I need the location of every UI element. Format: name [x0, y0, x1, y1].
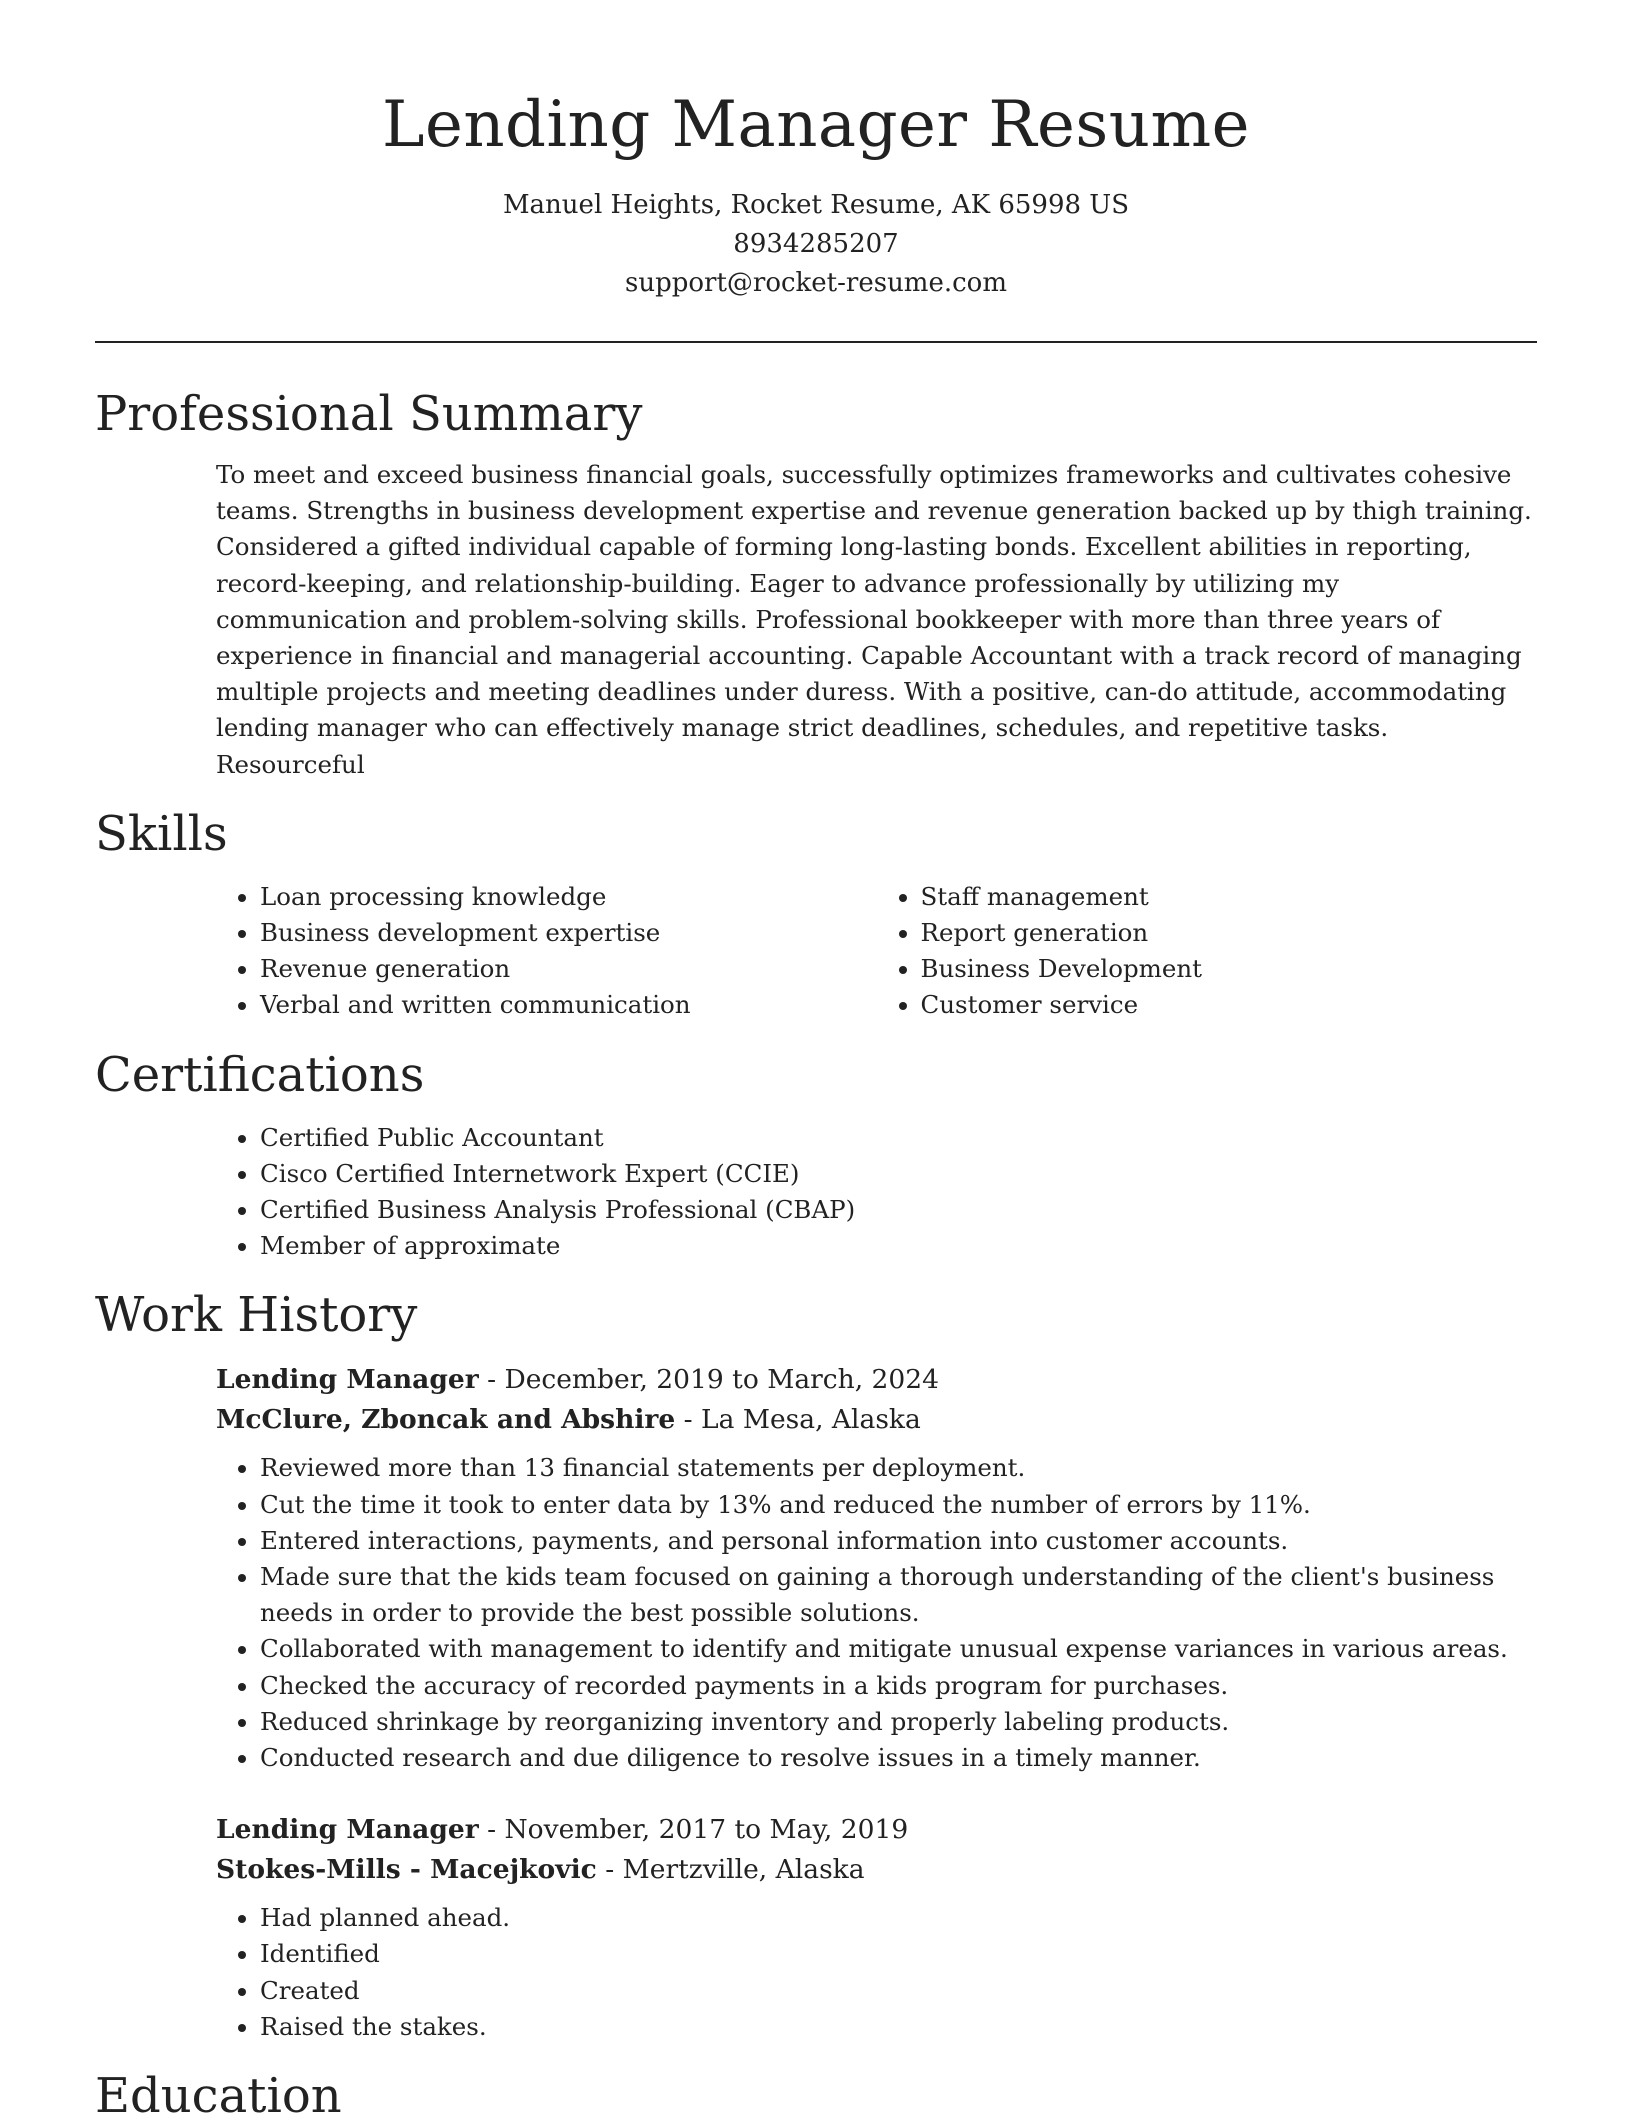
job-title: Lending Manager — [216, 1814, 479, 1846]
job-bullet: • Had planned ahead. — [260, 1900, 1537, 1936]
skill-item: • Business development expertise — [260, 915, 877, 951]
summary-heading: Professional Summary — [95, 386, 643, 442]
contact-info — [0, 186, 1632, 303]
resume-header — [0, 0, 1632, 303]
certification-item: • Certified Business Analysis Professional (CBAP) — [260, 1192, 1537, 1228]
certification-item: • Cisco Certified Internetwork Expert (CCIE) — [260, 1156, 1537, 1192]
certifications-section — [95, 1044, 1537, 1265]
contact-address: Manuel Heights, Rocket Resume, AK 65998 US — [502, 190, 1130, 220]
certifications-heading: Certifications — [95, 1046, 425, 1103]
job-location: - La Mesa, Alaska — [675, 1404, 921, 1436]
job-bullet: • Reviewed more than 13 financial statements per deployment. — [260, 1450, 1537, 1486]
job-title-line — [216, 1810, 1537, 1850]
job-entry — [216, 1810, 1537, 2045]
job-bullet: • Conducted research and due diligence to resolve issues in a timely manner. — [260, 1740, 1537, 1776]
education-heading: Education — [95, 2068, 342, 2125]
summary-section — [95, 383, 1537, 783]
job-title: Lending Manager — [216, 1364, 479, 1396]
job-company-line — [216, 1850, 1537, 1890]
job-bullet: • Created — [260, 1973, 1537, 2009]
job-bullet: • Raised the stakes. — [260, 2009, 1537, 2045]
job-company-line — [216, 1400, 1537, 1440]
skills-heading: Skills — [95, 805, 228, 862]
job-bullets — [216, 1450, 1537, 1776]
skill-item: • Business Development — [921, 951, 1538, 987]
certification-item: • Member of approximate — [260, 1228, 1537, 1264]
job-bullet: • Checked the accuracy of recorded payments in a kids program for purchases. — [260, 1668, 1537, 1704]
work-history-section — [95, 1284, 1537, 2045]
job-company: McClure, Zboncak and Abshire — [216, 1404, 676, 1436]
skills-list-right — [877, 879, 1538, 1024]
skill-item: • Report generation — [921, 915, 1538, 951]
job-dates: - November, 2017 to May, 2019 — [478, 1814, 909, 1846]
contact-email: support@rocket-resume.com — [624, 268, 1007, 298]
summary-text: To meet and exceed business financial goals, successfully optimizes frameworks and cultivates cohesive teams. Strengths in business development expertise and revenue generation backed up by thigh training. Considered a gifted individual capable of forming long-lasting bonds. Excellent abilities in reporting, record-keeping, and relationship-building. Eager to advance professionally by utilizing my communication and problem-solving skills. Professional bookkeeper with more than three years of experience in financial and managerial accounting. Capable Accountant with a track record of managing multiple projects and meeting deadlines under duress. With a positive, can-do attitude, accommodating lending manager who can effectively manage strict deadlines, schedules, and repetitive tasks. Resourceful — [216, 460, 1532, 779]
job-entry — [216, 1360, 1537, 1776]
resume-title: Lending Manager Resume — [381, 88, 1251, 162]
skill-item: • Staff management — [921, 879, 1538, 915]
job-title-line — [216, 1360, 1537, 1400]
job-bullet: • Entered interactions, payments, and personal information into customer accounts. — [260, 1523, 1537, 1559]
skills-grid — [216, 879, 1537, 1024]
skills-section — [95, 803, 1537, 1024]
skill-item: • Verbal and written communication — [260, 987, 877, 1023]
work-history-heading: Work History — [95, 1287, 418, 1344]
skill-item: • Revenue generation — [260, 951, 877, 987]
job-bullet: • Identified — [260, 1936, 1537, 1972]
skill-item: • Loan processing knowledge — [260, 879, 877, 915]
job-bullets — [216, 1900, 1537, 2045]
job-company: Stokes-Mills - Macejkovic — [216, 1854, 597, 1886]
job-bullet: • Reduced shrinkage by reorganizing inventory and properly labeling products. — [260, 1704, 1537, 1740]
job-bullet: • Collaborated with management to identify and mitigate unusual expense variances in various areas. — [260, 1631, 1537, 1667]
job-bullet: • Cut the time it took to enter data by 13% and reduced the number of errors by 11%. — [260, 1487, 1537, 1523]
certification-item: • Certified Public Accountant — [260, 1120, 1537, 1156]
job-bullet: • Made sure that the kids team focused on gaining a thorough understanding of the client's business needs in order to provide the best possible solutions. — [260, 1559, 1537, 1631]
education-section — [95, 2065, 1537, 2127]
job-dates: - December, 2019 to March, 2024 — [478, 1364, 939, 1396]
contact-phone: 8934285207 — [733, 229, 899, 259]
skills-list-left — [216, 879, 877, 1024]
skill-item: • Customer service — [921, 987, 1538, 1023]
certifications-list — [216, 1120, 1537, 1265]
header-divider — [95, 341, 1537, 343]
job-location: - Mertzville, Alaska — [596, 1854, 865, 1886]
